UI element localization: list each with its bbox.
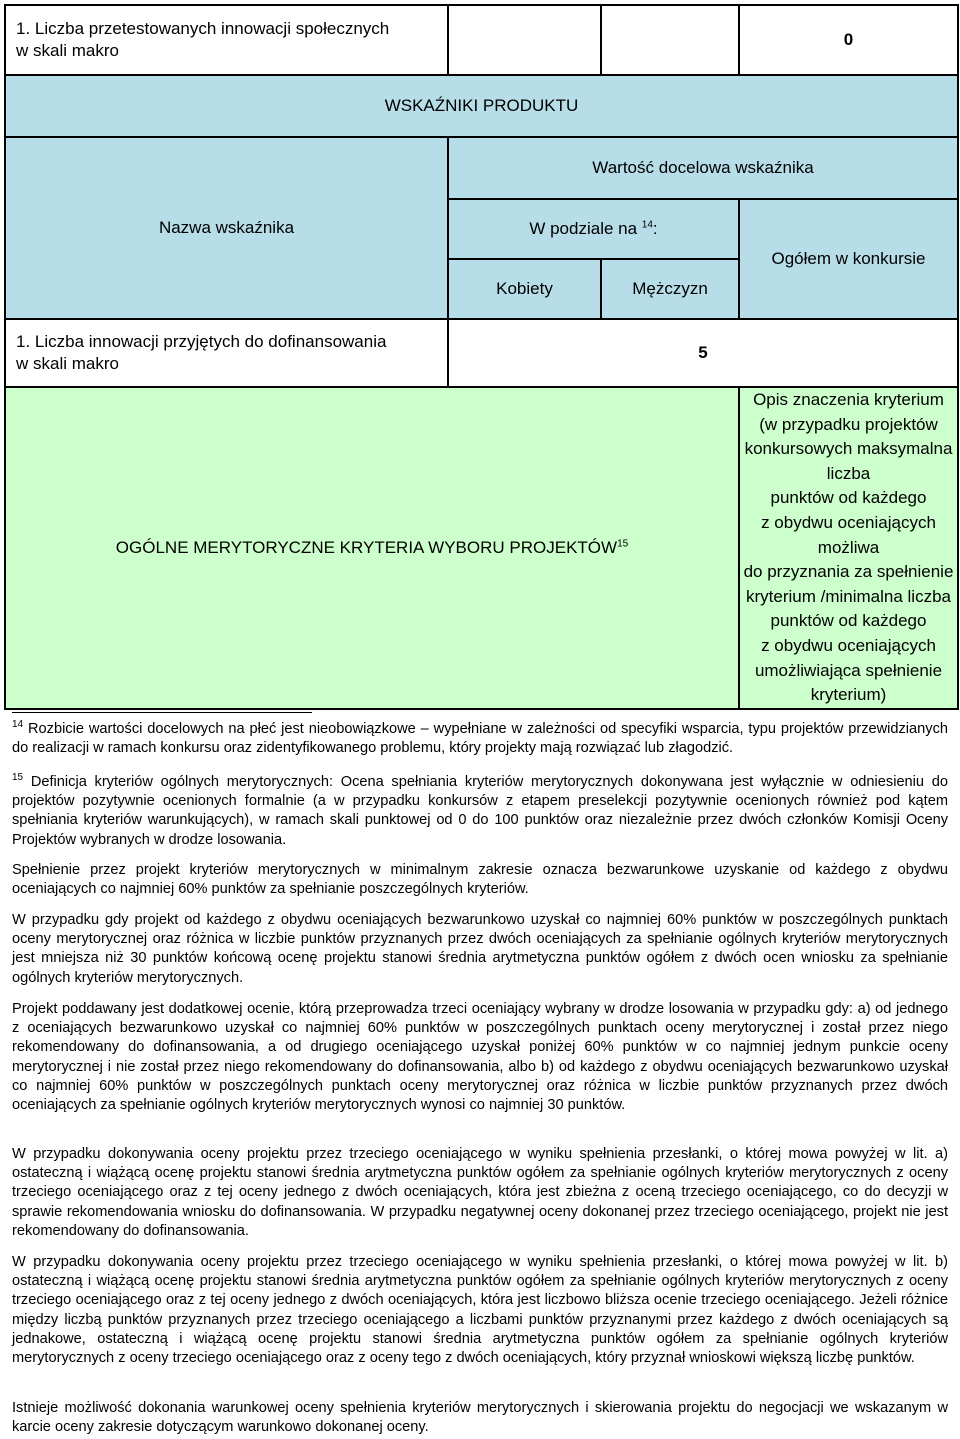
criteria-desc-line: Opis znaczenia kryterium [753, 390, 944, 409]
criteria-desc-line: punktów od każdego [770, 488, 927, 508]
criteria-desc-line: (w przypadku projektów [759, 414, 938, 434]
product-indicator-name-line2: w skali makro [16, 354, 119, 373]
result-indicator-name-line1: 1. Liczba przetestowanych innowacji społecznych [16, 19, 390, 38]
footnote-ref-14: 14 [641, 219, 653, 231]
gender-split-header [448, 199, 739, 259]
footnote-separator [12, 712, 312, 713]
indicator-name-header: Nazwa wskaźnika [5, 137, 448, 319]
footnote-paragraph-6: Istnieje możliwość dokonania warunkowej oceny spełnienia kryteriów merytorycznych i skierowania projektu do negocjacji we wskazanym w karcie oceny zakresie dotyczącym warunkowo dokonanej oceny. [12, 1400, 948, 1436]
product-indicator-value: 5 [448, 319, 958, 387]
product-indicator-name-cell [5, 319, 448, 387]
footnote-paragraph-2: W przypadku gdy projekt od każdego z obydwu oceniających bezwarunkowo uzyskał co najmniej 60% punktów w poszczególnych punktach oceny merytorycznej oraz różnica w liczbie punktów przyznanych przez dwóch oceniających za spełnianie ogólnych kryteriów merytorycznych jest mniejsza niż 30 punktów końcową ocenę projektu stanowi średnia arytmetyczna punktów ogółem z dwóch ocen wniosku za spełnianie ogólnych kryteriów merytorycznych. [12, 912, 948, 986]
criteria-desc-line: do przyznania za spełnienie [743, 562, 954, 582]
criteria-desc-line: kryterium) [810, 685, 887, 705]
footnote-15-number: 15 [12, 772, 24, 784]
footnote-15 [12, 773, 948, 850]
total-header: Ogółem w konkursie [739, 199, 958, 319]
gender-split-colon: : [652, 219, 658, 238]
footnote-paragraph-5: W przypadku dokonywania oceny projektu przez trzeciego oceniającego w wyniku spełnienia przesłanki, o której mowa powyżej w lit. b) ostateczną i wiążącą ocenę projektu stanowi średnia arytmetyczna punktów ogółem za spełnianie ogólnych kryteriów merytorycznych z oceny trzeciego oceniającego oraz z tej oceny jednego z dwóch oceniających, która jest liczbowo bliższa ocenie trzeciego oceniającego. Jeżeli różnice między liczbą punktów przyznanych przez trzeciego oceniającego a liczbami punktów przyznanymi przez każdego z dwóch oceniających są jednakowe, ostateczną i wiążącą ocenę projektu stanowi średnia arytmetyczna punktów ogółem za spełnianie ogólnych kryteriów merytorycznych z oceny trzeciego oceniającego oraz z oceny tego z dwóch oceniających, który przyznał wnioskowi większą liczbę punktów. [12, 1254, 948, 1367]
product-indicator-name-line1: 1. Liczba innowacji przyjętych do dofinansowania [16, 332, 387, 351]
footnote-15-text: Definicja kryteriów ogólnych merytorycznych: Ocena spełniania kryteriów merytorycznych dokonywana jest wyłącznie w odniesieniu do projektów pozytywnie ocenionych formalnie (a w przypadku konkursów z etapem preselekcji pozytywnie ocenionych również pod kątem spełniania kryteriów warunkujących), w ramach skali punktowej od 0 do 100 punktów oraz niezależnie przez dwóch członków Komisji Oceny Projektów wybranych w drodze losowania. [12, 774, 948, 848]
criteria-desc-line: umożliwiająca spełnienie [754, 660, 943, 680]
criteria-title-cell [5, 387, 739, 709]
footnote-14-text: Rozbicie wartości docelowych na płeć jest nieobowiązkowe – wypełniane w zależności od specyfiki wsparcia, typu projektów przewidzianych do realizacji w ramach konkursu oraz zidentyfikowanego problemu, który projekty mają rozwiązać lub złagodzić. [12, 721, 948, 757]
footnote-14 [12, 720, 948, 758]
result-indicator-name-cell [5, 5, 448, 75]
target-value-header: Wartość docelowa wskaźnika [448, 137, 958, 199]
footnote-paragraph-4: W przypadku dokonywania oceny projektu przez trzeciego oceniającego w wyniku spełnienia przesłanki, o której mowa powyżej w lit. a) ostateczną i wiążącą ocenę projektu stanowi średnia arytmetyczna punktów ogółem za spełnianie ogólnych kryteriów merytorycznych z oceny trzeciego oceniającego oraz z tej oceny jednego z dwóch oceniających, która jest zbieżna z oceną trzeciego oceniającego, co do decyzji w sprawie rekomendowania wniosku do dofinansowania. W przypadku negatywnej oceny dokonanej przez trzeciego oceniającego, projekt nie jest rekomendowany do dofinansowania. [12, 1146, 948, 1239]
result-indicator-name-line2: w skali makro [16, 41, 119, 60]
criteria-desc-line: kryterium /minimalna liczba [746, 586, 951, 606]
women-header: Kobiety [448, 259, 601, 319]
footnote-ref-15: 15 [617, 538, 629, 550]
criteria-desc-line: z obydwu oceniających możliwa [761, 512, 936, 557]
result-indicator-value: 0 [739, 5, 958, 75]
product-indicators-heading: WSKAŹNIKI PRODUKTU [5, 75, 958, 137]
criteria-desc-line: z obydwu oceniających [761, 635, 936, 655]
result-empty-men [601, 5, 739, 75]
criteria-description-cell [739, 387, 958, 709]
criteria-title: OGÓLNE MERYTORYCZNE KRYTERIA WYBORU PROJEKTÓW [115, 537, 618, 557]
footnote-paragraph-3: Projekt poddawany jest dodatkowej ocenie, którą przeprowadza trzeci oceniający wybrany w drodze losowania w przypadku gdy: a) od jednego z oceniających bezwarunkowo uzyskał co najmniej 60% punktów w poszczególnych punktach oceny merytorycznej i został przez niego rekomendowany do dofinansowania, a od drugiego oceniającego uzyskał poniżej 60% punktów w co najmniej jednym punkcie oceny merytorycznej i nie został przez niego rekomendowany do dofinansowania, albo b) od każdego z obydwu oceniających bezwarunkowo uzyskał co najmniej 60% punktów w poszczególnych punktach oceny merytorycznej oraz różnica w liczbie punktów przyznanych przez dwóch oceniających za spełnianie ogólnych kryteriów merytorycznych wynosi co najmniej 30 punktów. [12, 1001, 948, 1114]
indicator-table [4, 4, 959, 710]
criteria-desc-line: konkursowych maksymalna liczba [744, 439, 953, 483]
footnote-paragraph-1: Spełnienie przez projekt kryteriów merytorycznych w minimalnym zakresie oznacza bezwarunkowe uzyskanie od każdego z obydwu oceniających co najmniej 60% punktów za spełnianie poszczególnych kryteriów. [12, 862, 948, 898]
criteria-desc-line: punktów od każdego [770, 611, 927, 631]
result-empty-women [448, 5, 601, 75]
men-header: Mężczyzn [601, 259, 739, 319]
footnote-14-number: 14 [12, 719, 24, 731]
gender-split-label: W podziale na [529, 219, 638, 238]
